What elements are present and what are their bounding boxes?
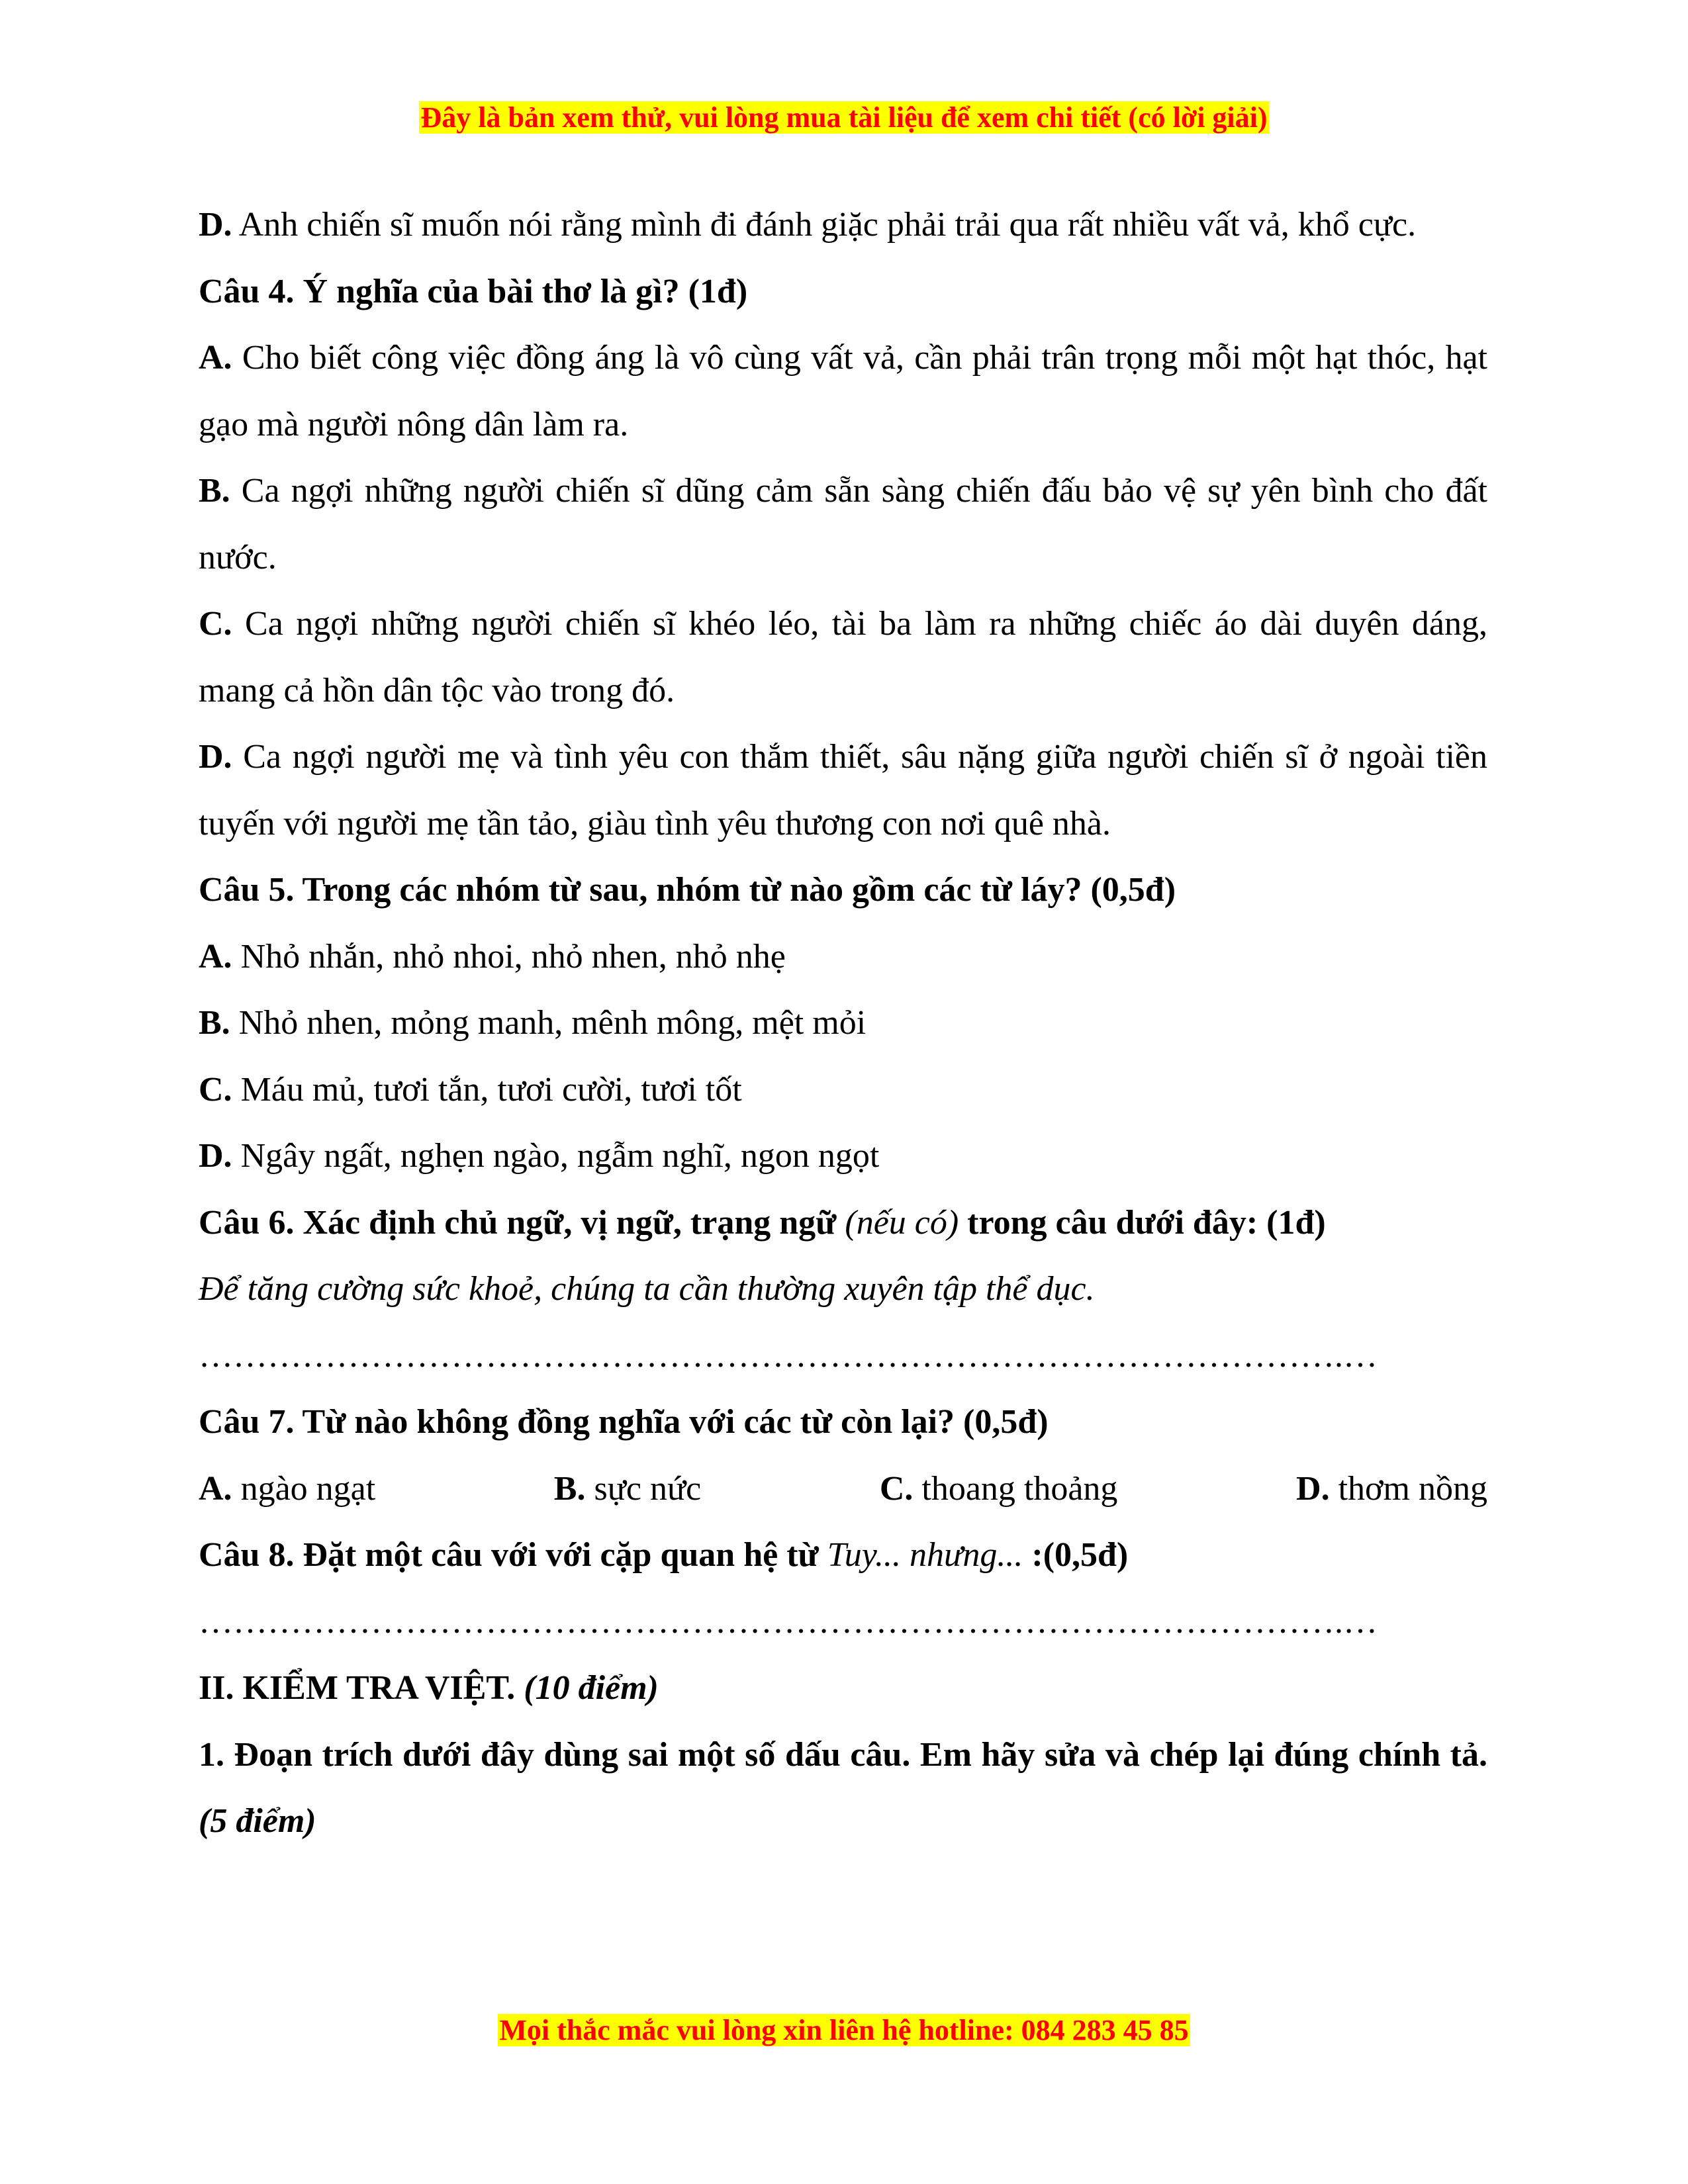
option-text: thơm nồng	[1329, 1469, 1487, 1508]
q4-option-a	[199, 325, 1487, 458]
q8-title-part1: Câu 8. Đặt một câu với với cặp quan hệ từ	[199, 1536, 827, 1574]
option-letter: B.	[199, 1004, 230, 1042]
option-letter: B.	[553, 1469, 586, 1508]
q5-title: Câu 5. Trong các nhóm từ sau, nhóm từ nào gồm các từ láy? (0,5đ)	[199, 871, 1176, 909]
q7-option-d	[1296, 1456, 1487, 1523]
section-2-heading	[199, 1655, 1487, 1722]
option-text: Anh chiến sĩ muốn nói rằng mình đi đánh giặc phải trải qua rất nhiều vất vả, khổ cực.	[232, 206, 1417, 244]
hotline-banner	[0, 2012, 1688, 2049]
option-text: Cho biết công việc đồng áng là vô cùng vất vả, cần phải trân trọng mỗi một hạt thóc, hạt gạo mà người nông dân làm ra.	[199, 339, 1487, 443]
option-letter: A.	[199, 339, 232, 377]
q6-answer-line: ……………………………………………………………………………………….…	[199, 1336, 1378, 1375]
q8-title	[199, 1522, 1487, 1589]
task-1-points: (5 điểm)	[199, 1802, 316, 1840]
option-letter: D.	[199, 1137, 232, 1175]
q6-title-italic: (nếu có)	[845, 1203, 959, 1242]
q7-option-c	[880, 1456, 1118, 1523]
option-text: Ca ngợi những người chiến sĩ dũng cảm sẵn sàng chiến đấu bảo vệ sự yên bình cho đất nước.	[199, 472, 1487, 576]
q8-title-italic: Tuy... nhưng...	[827, 1536, 1023, 1574]
option-text: thoang thoảng	[913, 1469, 1118, 1508]
option-letter: D.	[199, 738, 232, 776]
preview-notice-text: Đây là bản xem thử, vui lòng mua tài liệu để xem chi tiết (có lời giải)	[420, 101, 1268, 134]
q6-title	[199, 1190, 1487, 1257]
q6-title-part1: Câu 6. Xác định chủ ngữ, vị ngữ, trạng ngữ	[199, 1203, 845, 1242]
q5-option-d	[199, 1123, 1487, 1190]
preview-notice-banner	[0, 99, 1688, 136]
option-text: Ca ngợi người mẹ và tình yêu con thắm thiết, sâu nặng giữa người chiến sĩ ở ngoài tiền tuyến với người mẹ tần tảo, giàu tình yêu thương con nơi quê nhà.	[199, 738, 1487, 842]
q5-option-c	[199, 1057, 1487, 1124]
option-text: Ngây ngất, nghẹn ngào, ngẫm nghĩ, ngon ngọt	[232, 1137, 880, 1175]
task-1-title: 1. Đoạn trích dưới đây dùng sai một số dấu câu. Em hãy sửa và chép lại đúng chính tả.	[199, 1735, 1487, 1774]
q8-answer-line: ……………………………………………………………………………………….…	[199, 1602, 1378, 1641]
document-body	[199, 192, 1487, 1855]
q6-title-part2: trong câu dưới đây: (1đ)	[959, 1203, 1326, 1242]
option-text: sực nức	[585, 1469, 702, 1508]
option-letter: C.	[199, 1070, 232, 1109]
option-letter: A.	[199, 937, 232, 976]
option-letter: D.	[199, 206, 232, 244]
q4-title: Câu 4. Ý nghĩa của bài thơ là gì? (1đ)	[199, 272, 748, 310]
q6-sentence: Để tăng cường sức khoẻ, chúng ta cần thường xuyên tập thể dục.	[199, 1270, 1095, 1308]
q7-options	[199, 1456, 1487, 1523]
option-text: Nhỏ nhen, mỏng manh, mênh mông, mệt mỏi	[230, 1004, 867, 1042]
section-2-points: (10 điểm)	[515, 1669, 659, 1707]
hotline-text: Mọi thắc mắc vui lòng xin liên hệ hotline: 084 283 45 85	[499, 2014, 1189, 2046]
option-text: Nhỏ nhắn, nhỏ nhoi, nhỏ nhen, nhỏ nhẹ	[232, 937, 786, 976]
q8-title-part2: :(0,5đ)	[1023, 1536, 1129, 1574]
option-text: ngào ngạt	[232, 1469, 376, 1508]
option-letter: C.	[199, 605, 232, 643]
option-letter: B.	[199, 472, 230, 510]
q7-option-b	[554, 1456, 701, 1523]
section-2-title: II. KIỂM TRA VIỆT.	[199, 1669, 516, 1707]
q5-option-a	[199, 924, 1487, 991]
option-letter: C.	[879, 1469, 914, 1508]
option-text: Ca ngợi những người chiến sĩ khéo léo, tài ba làm ra những chiếc áo dài duyên dáng, mang cả hồn dân tộc vào trong đó.	[199, 605, 1487, 709]
q4-option-c	[199, 591, 1487, 724]
option-letter: D.	[1296, 1469, 1330, 1508]
option-letter: A.	[199, 1469, 232, 1508]
q7-title: Câu 7. Từ nào không đồng nghĩa với các từ còn lại? (0,5đ)	[199, 1403, 1049, 1441]
option-text: Máu mủ, tươi tắn, tươi cười, tươi tốt	[232, 1070, 742, 1109]
q4-option-b	[199, 458, 1487, 591]
q4-option-d	[199, 724, 1487, 857]
q3-option-d	[199, 192, 1487, 259]
q7-option-a	[199, 1456, 375, 1523]
task-1-heading	[199, 1722, 1487, 1855]
q5-option-b	[199, 990, 1487, 1057]
